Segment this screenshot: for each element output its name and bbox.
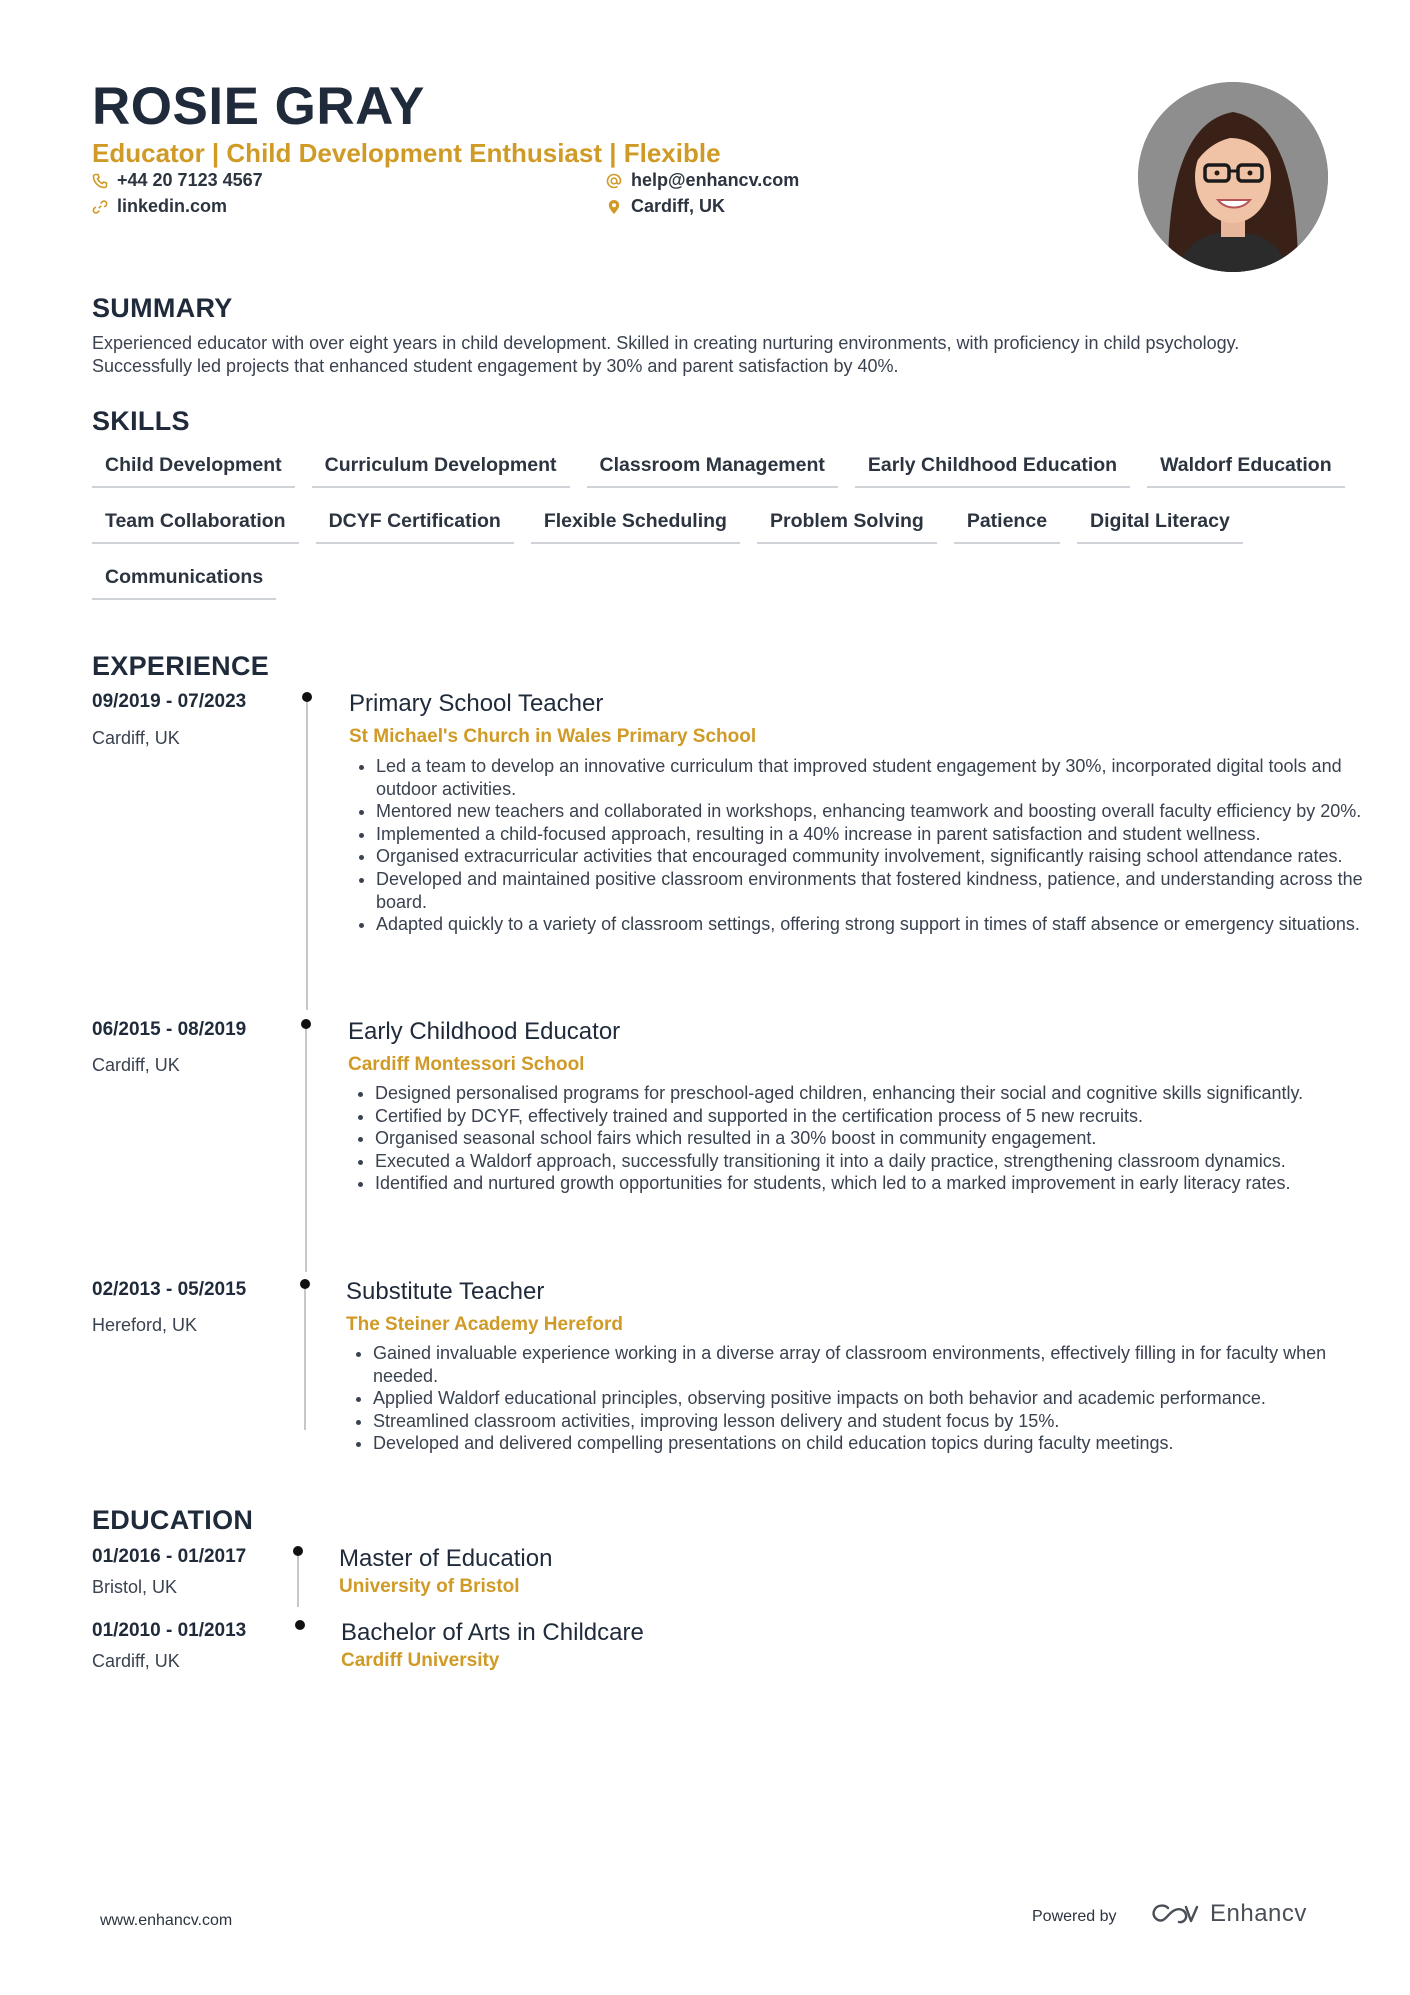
- skill-tag: Patience: [954, 504, 1060, 544]
- job-bullet: • Certified by DCYF, effectively trained and supported in the certification process of 5 new recruits.: [375, 1105, 1365, 1128]
- job-bullet: • Organised seasonal school fairs which resulted in a 30% boost in community engagement.: [375, 1127, 1365, 1150]
- job-role: Primary School Teacher: [349, 690, 604, 717]
- education-school: Cardiff University: [341, 1650, 500, 1671]
- pin-icon: [606, 199, 622, 215]
- timeline-dot: [302, 692, 312, 702]
- job-bullets: [350, 755, 1366, 936]
- contact-location: [606, 196, 725, 217]
- job-bullets: [347, 1342, 1363, 1455]
- education-dates: 01/2016 - 01/2017: [92, 1546, 247, 1567]
- job-bullet: • Led a team to develop an innovative curriculum that improved student engagement by 30%, incorporated digital tools and outdoor activities.: [376, 755, 1366, 800]
- skill-tag: Team Collaboration: [92, 504, 299, 544]
- job-bullet: • Designed personalised programs for preschool-aged children, enhancing their social and cognitive skills significantly.: [375, 1082, 1365, 1105]
- timeline-dot: [295, 1620, 305, 1630]
- job-dates: 09/2019 - 07/2023: [92, 691, 247, 712]
- contact-linkedin[interactable]: [92, 196, 227, 217]
- skills-title: SKILLS: [92, 406, 190, 436]
- link-icon: [92, 199, 108, 215]
- location-text: Cardiff, UK: [631, 196, 725, 216]
- footer-url[interactable]: www.enhancv.com: [100, 1912, 233, 1929]
- skill-tag: Digital Literacy: [1077, 504, 1243, 544]
- candidate-name: ROSIE GRAY: [92, 77, 425, 136]
- timeline-line: [306, 696, 308, 1010]
- enhancv-logo-icon: [1150, 1902, 1200, 1926]
- skills-list: [92, 448, 1352, 600]
- summary-text: Experienced educator with over eight years in child development. Skilled in creating nurturing environments, with proficiency in child psychology. Successfully led projects that enhanced student engagement by 30% and parent satisfaction by 40%.: [92, 333, 1240, 376]
- job-dates: 06/2015 - 08/2019: [92, 1019, 247, 1040]
- job-location: Hereford, UK: [92, 1315, 198, 1335]
- timeline-dot: [300, 1279, 310, 1289]
- job-location: Cardiff, UK: [92, 1055, 180, 1075]
- brand-name: Enhancv: [1210, 1900, 1307, 1927]
- job-organization: The Steiner Academy Hereford: [346, 1314, 623, 1335]
- skill-tag: Child Development: [92, 448, 295, 488]
- job-bullet: • Implemented a child-focused approach, resulting in a 40% increase in parent satisfaction and student wellness.: [376, 823, 1366, 846]
- job-bullet: • Identified and nurtured growth opportunities for students, which led to a marked improvement in early literacy rates.: [375, 1172, 1365, 1195]
- education-degree: Bachelor of Arts in Childcare: [341, 1619, 644, 1646]
- skill-tag: Waldorf Education: [1147, 448, 1345, 488]
- job-organization: Cardiff Montessori School: [348, 1054, 585, 1075]
- brand-logo[interactable]: [1150, 1900, 1307, 1928]
- job-bullet: • Applied Waldorf educational principles, observing positive impacts on both behavior and academic performance.: [373, 1387, 1363, 1410]
- at-icon: [606, 173, 622, 189]
- education-school: University of Bristol: [339, 1576, 520, 1597]
- job-bullets: [349, 1082, 1365, 1195]
- education-title: EDUCATION: [92, 1505, 254, 1535]
- summary-title: SUMMARY: [92, 293, 233, 323]
- timeline-line: [305, 1022, 307, 1272]
- timeline-line: [297, 1552, 299, 1607]
- education-dates: 01/2010 - 01/2013: [92, 1620, 247, 1641]
- job-bullet: • Gained invaluable experience working in a diverse array of classroom environments, effectively filling in for faculty when needed.: [373, 1342, 1363, 1387]
- job-bullet: • Organised extracurricular activities that encouraged community involvement, significantly raising school attendance rates.: [376, 845, 1366, 868]
- job-dates: 02/2013 - 05/2015: [92, 1279, 247, 1300]
- experience-title: EXPERIENCE: [92, 651, 270, 681]
- skill-tag: Communications: [92, 560, 276, 600]
- profile-photo: [1138, 82, 1328, 272]
- skill-tag: Early Childhood Education: [855, 448, 1130, 488]
- job-bullet: • Mentored new teachers and collaborated in workshops, enhancing teamwork and boosting overall faculty efficiency by 20%.: [376, 800, 1366, 823]
- candidate-headline: Educator | Child Development Enthusiast | Flexible: [92, 138, 721, 168]
- email-text: help@enhancv.com: [631, 170, 800, 190]
- job-role: Early Childhood Educator: [348, 1018, 621, 1045]
- job-location: Cardiff, UK: [92, 728, 180, 748]
- contact-phone: [92, 170, 263, 191]
- contact-email[interactable]: [606, 170, 799, 191]
- job-bullet: • Adapted quickly to a variety of classroom settings, offering strong support in times of staff absence or emergency situations.: [376, 913, 1366, 936]
- skill-tag: Classroom Management: [587, 448, 838, 488]
- education-degree: Master of Education: [339, 1545, 553, 1572]
- job-bullet: • Executed a Waldorf approach, successfully transitioning it into a daily practice, strengthening classroom dynamics.: [375, 1150, 1365, 1173]
- job-bullet: • Developed and delivered compelling presentations on child education topics during faculty meetings.: [373, 1432, 1363, 1455]
- timeline-line: [304, 1282, 306, 1430]
- phone-text: +44 20 7123 4567: [117, 170, 263, 190]
- job-bullet: • Streamlined classroom activities, improving lesson delivery and student focus by 15%.: [373, 1410, 1363, 1433]
- skill-tag: Problem Solving: [757, 504, 937, 544]
- timeline-dot: [293, 1546, 303, 1556]
- linkedin-text: linkedin.com: [117, 196, 228, 216]
- timeline-dot: [301, 1019, 311, 1029]
- education-location: Bristol, UK: [92, 1577, 178, 1597]
- skill-tag: Flexible Scheduling: [531, 504, 740, 544]
- skill-tag: DCYF Certification: [316, 504, 514, 544]
- job-organization: St Michael's Church in Wales Primary School: [349, 726, 757, 747]
- phone-icon: [92, 173, 108, 189]
- education-location: Cardiff, UK: [92, 1651, 180, 1671]
- powered-by-label: Powered by: [1032, 1908, 1117, 1925]
- job-role: Substitute Teacher: [346, 1278, 545, 1305]
- skill-tag: Curriculum Development: [312, 448, 570, 488]
- portrait-image: [1138, 82, 1328, 272]
- job-bullet: • Developed and maintained positive classroom environments that fostered kindness, patience, and understanding across the board.: [376, 868, 1366, 913]
